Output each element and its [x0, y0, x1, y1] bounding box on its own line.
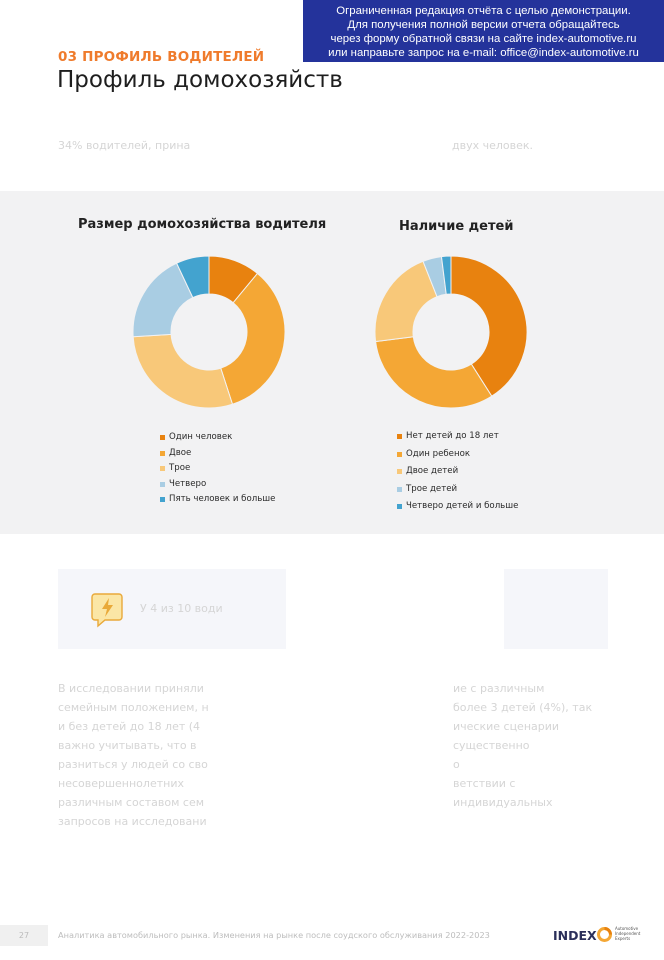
body-line-left: различным составом сем [58, 796, 205, 809]
key-fact-callout [58, 569, 608, 649]
page-title: Профиль домохозяйств [57, 67, 343, 93]
footer-report-title: Аналитика автомобильного рынка. Изменения на рынке после соудского обслуживания 2022-2023 [58, 930, 490, 940]
legend-swatch [160, 497, 165, 502]
legend-swatch [397, 469, 402, 474]
index-logo [553, 925, 643, 945]
body-line-left: запросов на исследовани [58, 815, 207, 828]
legend-swatch [160, 482, 165, 487]
legend-item [397, 484, 518, 502]
callout-text: У 4 из 10 води [140, 602, 223, 615]
legend-label: Один ребенок [406, 448, 471, 459]
logo-wordmark: INDEX [553, 928, 597, 943]
legend-item [160, 432, 275, 448]
legend-label: Четверо [169, 478, 207, 489]
lightning-speech-bubble-icon [91, 591, 125, 629]
body-line-right: существенно [453, 739, 530, 752]
banner-line: Ограниченная редакция отчёта с целью демонстрации. [336, 5, 631, 17]
body-line-right: индивидуальных [453, 796, 553, 809]
legend-label: Двое [169, 447, 192, 458]
legend-item [160, 463, 275, 479]
body-line-left: важно учитывать, что в [58, 739, 197, 752]
children-donut-chart [375, 256, 527, 408]
body-line-left: и без детей до 18 лет (4 [58, 720, 201, 733]
household-chart-title: Размер домохозяйства водителя [78, 217, 327, 232]
legend-swatch [397, 434, 402, 439]
body-line-right: ие с различным [453, 682, 545, 695]
legend-label: Пять человек и больше [169, 494, 276, 504]
redaction-mask [286, 569, 504, 649]
legend-label: Трое [169, 463, 191, 473]
legend-swatch [160, 451, 165, 456]
page-number: 27 [0, 925, 48, 946]
legend-swatch [397, 452, 402, 457]
body-line-right: более 3 детей (4%), так [453, 701, 593, 714]
legend-item [397, 466, 518, 484]
body-line-right: ические сценарии [453, 720, 560, 733]
logo-tagline: Automotive Independent Experts [615, 926, 641, 941]
body-line-left: несовершеннолетних [58, 777, 184, 790]
charts-panel [0, 191, 664, 534]
household-size-donut-chart [133, 256, 285, 408]
intro-text-start: 34% водителей, прина [58, 139, 191, 152]
donut-slice-2 [376, 337, 492, 408]
legend-label: Нет детей до 18 лет [406, 431, 499, 441]
demo-notice-banner [303, 0, 664, 62]
body-line-left: разниться у людей со сво [58, 758, 208, 771]
legend-swatch [397, 504, 402, 509]
legend-label: Трое детей [406, 483, 458, 494]
legend-item [160, 448, 275, 464]
legend-item [397, 431, 518, 449]
banner-line: Для получения полной версии отчета обращайтесь [347, 19, 620, 31]
children-chart-title: Наличие детей [399, 219, 514, 234]
legend-item [397, 449, 518, 467]
body-line-right: ветствии с [453, 777, 516, 790]
intro-text-end: двух человек. [452, 139, 534, 152]
legend-item [397, 501, 518, 519]
logo-swirl-icon [597, 927, 612, 942]
banner-line: или направьте запрос на e-mail: office@index-automotive.ru [328, 47, 639, 59]
banner-line: через форму обратной связи на сайте index-automotive.ru [330, 33, 637, 45]
legend-item [160, 494, 275, 510]
legend-label: Двое детей [406, 466, 459, 476]
children-legend [397, 431, 518, 519]
section-label: 03 ПРОФИЛЬ ВОДИТЕЛЕЙ [58, 49, 265, 65]
legend-swatch [160, 466, 165, 471]
body-line-left: В исследовании приняли [58, 682, 204, 695]
legend-swatch [397, 487, 402, 492]
donut-slice-3 [133, 334, 232, 408]
legend-label: Один человек [169, 432, 233, 442]
household-legend [160, 432, 275, 510]
legend-item [160, 479, 275, 495]
body-line-left: семейным положением, н [58, 701, 209, 714]
legend-label: Четверо детей и больше [406, 501, 519, 511]
legend-swatch [160, 435, 165, 440]
body-line-right: о [453, 758, 460, 771]
